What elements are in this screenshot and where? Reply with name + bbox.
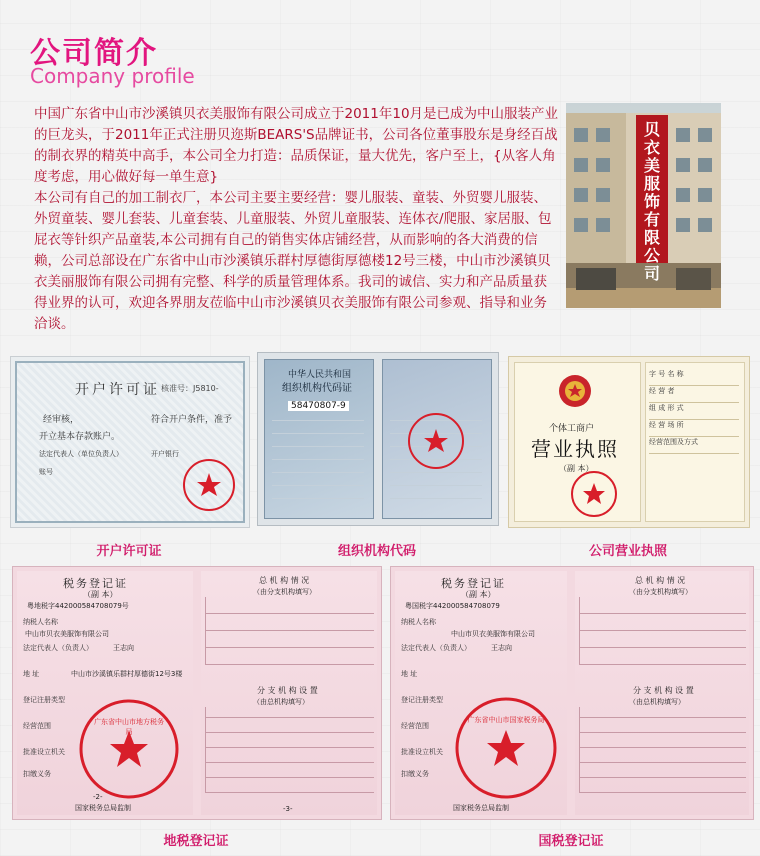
local-tax-heading: 税务登记证 xyxy=(63,577,128,590)
local-tax-right-title-2-note: （由总机构填写） xyxy=(253,698,309,706)
national-tax-row-5: 经营范围 xyxy=(401,722,429,730)
national-tax-row-1: 纳税人名称 xyxy=(401,618,436,626)
local-tax-row-4: 登记注册类型 xyxy=(23,696,65,704)
local-tax-cert-image xyxy=(12,566,382,820)
building-sign-text: 贝衣美服饰有限公司 xyxy=(643,120,660,283)
permit-line-2: 符合开户条件，准予 xyxy=(151,415,233,425)
permit-line-5: 开户银行 xyxy=(151,450,179,458)
local-tax-row-5: 经营范围 xyxy=(23,722,51,730)
permit-line-6: 账号 xyxy=(39,468,53,476)
permit-line-1: 经审核， xyxy=(43,415,80,425)
local-tax-address: 中山市沙溪镇乐群村厚德街12号3楼 xyxy=(71,670,183,678)
label-account-permit: 开户许可证 xyxy=(96,544,162,559)
national-tax-stamp xyxy=(453,695,559,801)
permit-approval-no: 核准号：J5810- xyxy=(161,384,219,393)
local-tax-page-right: -3- xyxy=(283,805,293,813)
national-tax-row-2: 法定代表人（负责人） xyxy=(401,644,471,652)
national-tax-name: 中山市贝衣美服饰有限公司 xyxy=(451,630,535,638)
license-row-4: 经 营 场 所 xyxy=(649,420,739,437)
label-national-tax: 国税登记证 xyxy=(538,834,604,849)
permit-stamp xyxy=(181,457,237,513)
org-heading-1: 中华人民共和国 xyxy=(288,370,352,380)
license-heading: 营业执照 xyxy=(531,437,619,461)
permit-heading: 开户许可证 xyxy=(75,382,160,398)
local-tax-stamp-text: 广东省中山市地方税务局 xyxy=(94,718,164,736)
permit-line-4: 法定代表人（单位负责人） xyxy=(39,450,123,458)
national-tax-row-7: 扣缴义务 xyxy=(401,770,429,778)
org-stamp xyxy=(406,411,466,471)
local-tax-right-title: 总 机 构 情 况 xyxy=(259,576,310,585)
page-subtitle: Company profile xyxy=(30,64,195,88)
national-tax-cert-image xyxy=(390,566,754,820)
label-org-code: 组织机构代码 xyxy=(337,544,416,559)
national-tax-number: 粤国税字442000584708079 xyxy=(405,602,500,610)
local-tax-row-6: 批准设立机关 xyxy=(23,748,65,756)
national-tax-rep: 王志向 xyxy=(491,644,512,652)
national-tax-right-title-2-note: （由总机构填写） xyxy=(629,698,685,706)
local-tax-row-3: 地 址 xyxy=(23,670,40,678)
national-emblem-icon xyxy=(557,373,593,409)
license-stamp xyxy=(569,469,619,519)
local-tax-copy: （副 本） xyxy=(83,590,118,599)
local-tax-right-title-2: 分 支 机 构 设 置 xyxy=(257,686,318,695)
local-tax-rep: 王志向 xyxy=(113,644,134,652)
label-local-tax: 地税登记证 xyxy=(163,834,229,849)
local-tax-number: 粤地税字442000584708079号 xyxy=(27,602,129,610)
label-business-license: 公司营业执照 xyxy=(588,544,667,559)
license-copy: （副 本） xyxy=(559,464,594,473)
company-building-photo xyxy=(566,103,721,308)
intro-paragraph-1: 中国广东省中山市沙溪镇贝衣美服饰有限公司成立于2011年10月是已成为中山服装产业的巨龙头，于2011年正式注册贝迩斯BEARS'S品牌证书，公司各位董事股东是身经百战的制衣界的精英中高手，本公司全力打造：品质保证，量大优先，客户至上，{从客人角度考虑，用心做好每一单生意} xyxy=(34,106,559,185)
national-tax-row-4: 登记注册类型 xyxy=(401,696,443,704)
org-code-image xyxy=(257,352,499,526)
local-tax-row-1: 纳税人名称 xyxy=(23,618,58,626)
org-heading-2: 组织机构代码证 xyxy=(282,383,352,394)
license-row-2: 经 营 者 xyxy=(649,386,739,403)
company-intro xyxy=(34,104,560,335)
national-tax-issuer: 国家税务总局监制 xyxy=(453,804,509,812)
national-tax-right-title-2: 分 支 机 构 设 置 xyxy=(633,686,694,695)
national-tax-row-6: 批准设立机关 xyxy=(401,748,443,756)
local-tax-stamp xyxy=(77,697,181,801)
license-row-5: 经营范围及方式 xyxy=(649,437,739,454)
national-tax-right-title-note: （由分支机构填写） xyxy=(629,588,692,596)
local-tax-issuer: 国家税务总局监制 xyxy=(75,804,131,812)
local-tax-page-left: -2- xyxy=(93,793,103,801)
national-tax-row-3: 地 址 xyxy=(401,670,418,678)
permit-line-3: 开立基本存款账户。 xyxy=(39,432,121,442)
account-permit-image xyxy=(10,356,250,528)
national-tax-heading: 税务登记证 xyxy=(441,577,506,590)
local-tax-name: 中山市贝衣美服饰有限公司 xyxy=(25,630,109,638)
license-row-3: 组 成 形 式 xyxy=(649,403,739,420)
national-tax-stamp-text: 广东省中山市国家税务局 xyxy=(467,716,545,724)
national-tax-right-title: 总 机 构 情 况 xyxy=(635,576,686,585)
license-heading-small: 个体工商户 xyxy=(549,424,595,434)
license-row-1: 字 号 名 称 xyxy=(649,369,739,386)
business-license-image xyxy=(508,356,750,528)
org-code-number: 58470807-9 xyxy=(288,401,349,411)
intro-paragraph-2: 本公司有自己的加工制衣厂，本公司主要主要经营：婴儿服装、童装、外贸婴儿服装、外贸童装、婴儿套装、儿童套装、儿童服装、外贸儿童服装、连体衣/爬服、家居服、包屁衣等针织产品童装,本公司拥有自己的销售实体店铺经营，从而影响的各大消费的信赖，公司总部设在广东省中山市沙溪镇乐群村厚德街厚德楼12号三楼，中山市沙溪镇贝衣美丽服饰有限公司拥有完整、科学的质量管理体系。我司的诚信、实力和产品质量获得业界的认可，欢迎各界朋友莅临中山市沙溪镇贝衣美服饰有限公司参观、指导和业务洽谈。 xyxy=(34,190,552,332)
local-tax-right-title-note: （由分支机构填写） xyxy=(253,588,316,596)
page-title: 公司简介 xyxy=(30,36,158,71)
local-tax-row-2: 法定代表人（负责人） xyxy=(23,644,93,652)
local-tax-row-7: 扣缴义务 xyxy=(23,770,51,778)
national-tax-copy: （副 本） xyxy=(461,590,496,599)
